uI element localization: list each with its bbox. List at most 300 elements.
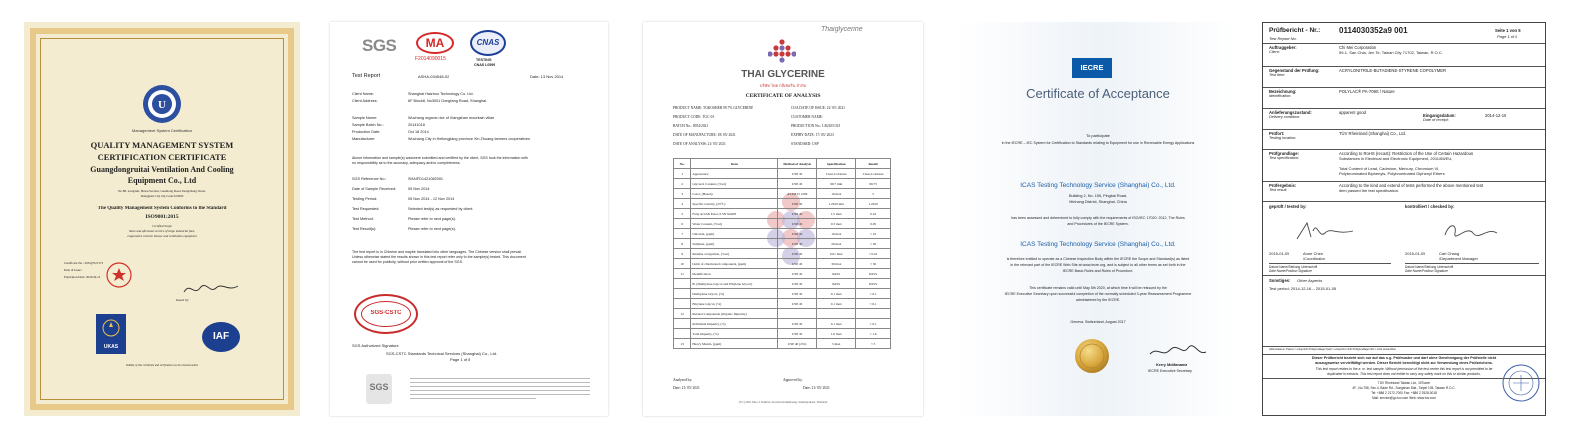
table-cell: USP 43 xyxy=(778,229,817,239)
table-cell: < 10 xyxy=(856,229,891,239)
iaf-logo xyxy=(202,322,240,352)
ukas-label: UKAS xyxy=(103,344,119,350)
report-label-en: Test Report No. xyxy=(1269,36,1297,41)
entitled-line3: IECRE Basic Rules and Rules of Procedure. xyxy=(1062,269,1134,273)
test-period: Test period: 2014-12-16 – 2015-01-05 xyxy=(1269,286,1337,291)
ukas-logo xyxy=(96,314,126,354)
table-cell: Identification xyxy=(691,269,778,279)
sonstiges-label-en: Other Aspects xyxy=(1297,278,1323,283)
disclaimer-de-2: auszugsweise vervielfältigt werden. Dieser Bericht berechtigt nicht zur Verwendung eines Prüfzeichens. xyxy=(1315,361,1493,365)
disclaimer-de-1: Dieser Prüfbericht bezieht sich nur auf das o.g. Prüfmuster und darf ohne Genehmigung der Prüfstelle nicht xyxy=(1311,356,1497,360)
test-value: 05 Nov 2014 xyxy=(408,187,430,191)
table-cell: USP 43 xyxy=(778,329,817,339)
row-divider xyxy=(1263,108,1545,109)
signer-name: Kerry McManama xyxy=(1156,363,1188,367)
tested-by: geprüft / tested by: xyxy=(1269,204,1307,209)
cert-scope-line1: Sales and aftersales service of large industrial fans, xyxy=(128,229,196,233)
stamp-label: SGS-CSTC xyxy=(370,310,402,316)
row-label-en: Test item: xyxy=(1269,73,1286,77)
row-value-1: According to RoHS (recast): Restriction of the Use of Certain Hazardous xyxy=(1339,151,1474,156)
table-row xyxy=(674,239,891,249)
row-label-de: Bezeichnung: xyxy=(1269,89,1297,94)
table-header-cell: Item xyxy=(691,159,778,169)
table-header-cell: Method of Analysis xyxy=(778,159,817,169)
table-cell: 30 max xyxy=(817,259,856,269)
info-right: EXPIRY DATE: 17/ 05/ 2023 xyxy=(791,133,834,137)
disclaimer-en-1: This test report relates to the a. m. test sample. Without permission of the test center this test report is not permitted to be xyxy=(1315,367,1493,371)
table-cell: < 0.01 xyxy=(856,249,891,259)
table-cell: PASS xyxy=(856,279,891,289)
sonstiges-label: Sonstiges: xyxy=(1269,278,1291,283)
table-cell: USP 43 xyxy=(778,279,817,289)
table-cell: 10 max xyxy=(817,189,856,199)
table-cell: Diethylene Glycol, (%) xyxy=(691,289,778,299)
test-key: Test Result(s): xyxy=(352,227,377,231)
table-cell xyxy=(674,289,691,299)
sig2-date: 2015-01-05 xyxy=(1405,251,1426,256)
table-row xyxy=(674,279,891,289)
table-row xyxy=(674,179,891,189)
test-value: Please refer to next page(s). xyxy=(408,227,456,231)
row-label-en: Delivery condition: xyxy=(1269,115,1301,119)
table-cell: Water Content, (%wt) xyxy=(691,219,778,229)
sig-labels-1: Datum Name/Stellung Unterschrift xyxy=(1269,265,1318,269)
row-divider xyxy=(1263,66,1545,67)
signature-checker xyxy=(1439,219,1503,243)
table-cell: Total Impurity, (%) xyxy=(691,329,778,339)
info-key: Production Date: xyxy=(352,130,381,134)
tuv-stamp-icon xyxy=(1501,363,1541,403)
table-cell: PASS xyxy=(817,269,856,279)
row-value-1: According to the kind and extend of tests performed the above mentioned test xyxy=(1339,183,1484,188)
cert-standard: ISO9001:2015 xyxy=(145,214,179,220)
table-cell: Specific Gravity, (25°C) xyxy=(691,199,778,209)
spec-line3: Total Content of Lead, Cadmium, Mercury, Chromium VI, xyxy=(1339,166,1440,171)
table-cell: Residue on Ignition, (%wt) xyxy=(691,249,778,259)
footer-line3: Tel: +886 2 2172-7000 Fax: +886 2 2528-0018 xyxy=(1371,391,1437,395)
table-cell: 6 xyxy=(674,219,691,229)
table-cell: Glycerol Content, (%wt) xyxy=(691,179,778,189)
table-cell xyxy=(778,309,817,319)
table-cell: 1.2610 min xyxy=(817,199,856,209)
eingang-value: 2014-12-16 xyxy=(1485,113,1507,118)
fine-print xyxy=(410,374,590,404)
table-row xyxy=(674,199,891,209)
brand-sub: บริษัท ไทย กลีเซอรีน จำกัด xyxy=(759,83,807,88)
certificate-of-analysis xyxy=(643,22,923,416)
info-value: Shanghai Haizhou Technology Co. Ltd. xyxy=(408,92,474,96)
table-cell: 4 xyxy=(674,199,691,209)
table-row xyxy=(674,219,891,229)
table-cell: Ethylene Glycol, (%) xyxy=(691,299,778,309)
table-row xyxy=(674,169,891,179)
sig1-name: Anne Chen xyxy=(1303,251,1324,256)
red-stamp xyxy=(354,294,418,334)
table-cell: 0.1 max xyxy=(817,299,856,309)
table-cell: 7 xyxy=(674,229,691,239)
footer-line1: TÜV Rheinland Taiwan Ltd., 1f/Tower xyxy=(1377,381,1431,385)
report-label: Prüfbericht - Nr.: xyxy=(1269,27,1321,34)
table-cell: 0.1 max xyxy=(817,289,856,299)
info-right: PRODUCTION No.: LR2105/318 xyxy=(791,124,841,128)
info-left: DATE OF ANALYSIS: 21/ 05/ 2021 xyxy=(673,142,726,146)
report-title: Test Report xyxy=(352,73,381,79)
table-cell: B. (Diethylene Glycol and Ethylene Glycol) xyxy=(691,279,778,289)
table-cell: Individual Impurity, (%) xyxy=(691,319,778,329)
cert-field-expiry: Expiration Date: 2020.04.16 xyxy=(64,275,101,279)
tuv-test-report xyxy=(1262,22,1546,416)
cert-conforms: The Quality Management System Conforms to the Standard xyxy=(97,206,227,211)
test-key: Date of Sample Received: xyxy=(352,187,397,191)
row-label-de: Anlieferungszustand: xyxy=(1269,110,1312,115)
sig-labels-2-en: Date Name/Position Signature xyxy=(1405,269,1448,273)
info-value: 20141018 xyxy=(408,123,425,127)
org-addr2: Minhang District, Shanghai, China xyxy=(1069,200,1127,204)
row-divider xyxy=(1263,201,1545,202)
test-key: SGS Reference No.: xyxy=(352,177,387,181)
table-cell xyxy=(674,329,691,339)
table-cell: USP 43 xyxy=(778,219,817,229)
table-row xyxy=(674,319,891,329)
handwritten-note: Thaiglycerine xyxy=(821,26,863,33)
info-key: Client Name: xyxy=(352,92,374,96)
table-row xyxy=(674,259,891,269)
table-cell: < 0.1 xyxy=(856,289,891,299)
info-value: Oct 18 2014 xyxy=(408,130,429,134)
valid-line3: administered by the IECRE. xyxy=(1075,298,1121,302)
cnas-label: CNAS xyxy=(476,38,500,47)
cert-address-line2: Dongguan City Zip Code:523000 xyxy=(140,194,184,198)
para2b: Unless otherwise stated the results shown in this test report refer only to the sample(s) tested. This document xyxy=(352,255,526,259)
sig-labels-2: Datum Name/Stellung Unterschrift xyxy=(1405,265,1454,269)
certificate-of-acceptance xyxy=(958,22,1238,416)
table-row xyxy=(674,299,891,309)
table-cell: 1.2610 xyxy=(856,199,891,209)
table-row xyxy=(674,209,891,219)
info-left: PRODUCT CODE: TGC-01 xyxy=(673,115,715,119)
coa-title: CERTIFICATE OF ANALYSIS xyxy=(745,93,821,99)
place-date: Geneva, Switzerland, August 2017 xyxy=(1070,320,1126,324)
svg-text:U: U xyxy=(158,99,166,111)
iaf-label: IAF xyxy=(212,331,230,342)
table-cell: USP 43 xyxy=(778,209,817,219)
row-value-1: POLYLAC® PA-709S / Nature xyxy=(1339,89,1395,94)
assessed-line2: and Procedures of the IECRE System. xyxy=(1067,222,1129,226)
table-cell: Sulphate, (ppm) xyxy=(691,239,778,249)
sig1-date: 2015-01-05 xyxy=(1269,251,1290,256)
table-cell: 10 max xyxy=(817,229,856,239)
cert-header: Management System Certification xyxy=(131,128,193,133)
row-label-de: Auftraggeber: xyxy=(1269,45,1297,50)
table-cell: < 30 xyxy=(856,259,891,269)
table-cell: 2 xyxy=(674,179,691,189)
valid-line1: This certificate remains valid until May 5th 2020, at which time it will be reissued by the xyxy=(1029,286,1167,290)
signer-title: IECRE Executive Secretary xyxy=(1148,369,1192,373)
info-left: DATE OF MANUFACTURE: 18/ 05/ 2021 xyxy=(673,133,736,137)
table-row xyxy=(674,189,891,199)
cert-issued-by: Issued by: xyxy=(176,298,190,302)
sgs-company: SGS-CSTC Standards Technical Services (Shanghai) Co., Ltd. xyxy=(386,351,498,356)
sgs-footer-logo-label: SGS xyxy=(369,382,389,392)
checked-by: kontrolliert / checked by: xyxy=(1405,204,1455,209)
table-cell: 10 xyxy=(674,259,691,269)
org-addr1: Building 2, No. 155, Pingbai Road, xyxy=(1068,194,1128,198)
table-row xyxy=(674,269,891,279)
footer-line4: Mail: service@gc.tuv.com Web: www.tuv.com xyxy=(1372,396,1436,400)
test-value: Please refer to next page(s). xyxy=(408,217,456,221)
analyzed-by: Analyzed by: xyxy=(673,378,693,382)
table-row xyxy=(674,339,891,349)
table-cell: USP 43 xyxy=(778,259,817,269)
analyzed-date: Date: 21/ 05/ 2021 xyxy=(673,386,700,390)
page-of: Page 1 of 5 xyxy=(1497,34,1518,39)
cert-title-line1: QUALITY MANAGEMENT SYSTEM xyxy=(90,140,234,150)
table-cell: 1.5 max xyxy=(817,209,856,219)
row-value-2: Substances in Electrical and Electronic Equipment, 2011/65/EU; xyxy=(1339,156,1453,161)
analysis-table xyxy=(673,158,891,349)
test-key: Testing Period: xyxy=(352,197,378,201)
table-cell: Heavy Metals, (ppm) xyxy=(691,339,778,349)
approved-date: Date: 21/ 05/ 2021 xyxy=(803,386,830,390)
table-cell: < 20 xyxy=(856,239,891,249)
signature-mark xyxy=(182,280,242,298)
table-cell: Appearance xyxy=(691,169,778,179)
test-key: Test Requested: xyxy=(352,207,380,211)
org-name-2: ICAS Testing Technology Service (Shanghai) Co., Ltd. xyxy=(1020,241,1176,248)
info-left: BATCH No.: 0054/2021 xyxy=(673,124,709,128)
table-cell: Limit of chlorinated compounds, (ppm) xyxy=(691,259,778,269)
row-label-de: Prüfergebnis: xyxy=(1269,183,1297,188)
cert-field-issue: Date of Issue: xyxy=(64,268,82,272)
table-cell: USP 43 xyxy=(778,299,817,309)
test-value: SHAIFD1421082001 xyxy=(408,177,444,181)
table-cell: USP 43 xyxy=(778,199,817,209)
acceptance-title: Certificate of Acceptance xyxy=(1026,86,1170,101)
table-cell: 8 xyxy=(674,239,691,249)
row-value-2: item passed the test specification. xyxy=(1339,188,1400,193)
info-key: Manufacturer: xyxy=(352,137,376,141)
test-value: Selected test(s) as requested by client. xyxy=(408,207,474,211)
table-cell: 0.19 xyxy=(856,209,891,219)
eingang-label: Eingangsdatum: xyxy=(1423,113,1456,118)
row-label-en: Test result: xyxy=(1269,188,1288,192)
table-cell: 5 xyxy=(856,189,891,199)
table-cell: 0.1 max xyxy=(817,319,856,329)
participate: To participate xyxy=(1086,133,1110,138)
sgs-logo: SGS xyxy=(362,36,397,55)
row-value-2: 59-1, San Chia, Jen Te, Tainan City 71702, Taiwan, R.O.C. xyxy=(1339,50,1443,55)
entitled-line1: is therefore entitled to operate as a Chinese Inspection Body within the IECRE the Scope and Standard(s) as listed xyxy=(1006,257,1190,261)
cnas-logo xyxy=(470,30,506,56)
table-header-row xyxy=(674,159,891,169)
table-cell: 1.0 max xyxy=(817,329,856,339)
table-cell: USP 43 xyxy=(778,169,817,179)
row-label-en: Client: xyxy=(1269,50,1280,54)
table-cell: Related Compounds (Organic Impurity) xyxy=(691,309,778,319)
report-number: 0114030352a9 001 xyxy=(1339,26,1408,35)
row-label-de: Prüfgrundlage: xyxy=(1269,151,1300,156)
sig2-name: Carl Chang xyxy=(1439,251,1460,256)
row-value-1: ACRYLONITRILE-BUTADIENE-STYRENE COPOLYMER xyxy=(1339,68,1447,73)
table-cell: 99.7 min xyxy=(817,179,856,189)
cert-address-line1: No.88, Longxun, Huwu Section, Guanlong Road, Dongcheng Street, xyxy=(118,189,206,193)
cert-scope-head: Certified Scope xyxy=(152,224,172,228)
para2: The test report is in Chinese and maybe translated into other languages. The Chinese version shall prevail. xyxy=(352,250,522,254)
table-header-cell: No. xyxy=(674,159,691,169)
spec-line4: Polybrominated Biphenyls, Polybrominated Diphenyl Ethers xyxy=(1339,171,1445,176)
table-cell: 9 xyxy=(674,249,691,259)
disclaimer-en-2: duplicated in extracts. This test report does not entitle to carry any safety mark on this or similar products. xyxy=(1327,372,1481,376)
eingang-label-en: Date of receipt: xyxy=(1423,118,1449,122)
cert-field-number: Certificate No.: 20SQ7021373 xyxy=(64,261,104,265)
sig1-role: /Coordinator xyxy=(1303,256,1326,261)
table-cell: USP 40 (231) xyxy=(778,339,817,349)
approved-by: Approved by: xyxy=(783,378,803,382)
cnas-sub1: TESTING xyxy=(476,58,492,62)
row-label-en: Identification: xyxy=(1269,94,1292,98)
coa-footer: (TC) 2021 Moo 2 Tumbon, Kaoben Kamphaeng, Samutprakarn, Thailand xyxy=(738,400,828,404)
brand-name: THAI GLYCERINE xyxy=(741,69,825,80)
footer-line2: 4F., No.758, Sec.4, Bade Rd., Songshan Dist., Taipei 105, Taiwan R.O.C. xyxy=(1352,386,1456,390)
table-cell: ASTM D 1209 xyxy=(778,189,817,199)
table-cell: 1 xyxy=(674,169,691,179)
table-cell: 11 xyxy=(674,269,691,279)
row-divider xyxy=(1263,87,1545,88)
table-cell xyxy=(674,279,691,289)
row-divider xyxy=(1263,181,1545,182)
table-cell: Chloride, (ppm) xyxy=(691,229,778,239)
table-cell: 13 xyxy=(674,339,691,349)
sgs-test-report xyxy=(330,22,608,416)
table-cell: PASS xyxy=(856,269,891,279)
table-cell xyxy=(856,309,891,319)
para2c: cannot be used for publicity, without prior written approval of the SGS. xyxy=(352,260,463,264)
table-header-cell: Specification xyxy=(817,159,856,169)
table-row xyxy=(674,249,891,259)
cert-company-line2: Equipment Co., Ltd xyxy=(127,176,197,185)
ma-code: F2014090015 xyxy=(415,56,446,62)
table-cell: Color, (Hazen) xyxy=(691,189,778,199)
scheme: in the IECRE – IEC System for Certification to Standards relating to Equipment for use in Renewable Energy Applications xyxy=(1001,141,1195,145)
table-cell: 0.3 max xyxy=(817,219,856,229)
table-cell: USP 43 xyxy=(778,319,817,329)
info-key: Sample Name: xyxy=(352,116,378,120)
iso-certificate xyxy=(24,22,300,416)
thai-glycerine-logo-icon xyxy=(768,39,796,65)
row-value-1: apparent good xyxy=(1339,110,1367,115)
info-right: STANDARD: USP xyxy=(791,142,819,146)
assessed-line1: has been assessed and determined to fully comply with the requirements of ISO/IEC 17020: 2012, The Rules xyxy=(1011,216,1185,220)
cert-company-line1: Guangdongruitai Ventilation And Cooling xyxy=(90,165,234,174)
table-cell: USP 43 xyxy=(778,269,817,279)
table-cell: Clear,Colorless xyxy=(817,169,856,179)
row-value-1: Chi Mei Corporation xyxy=(1339,45,1377,50)
info-value: Wuchang organic rice of Xiangshan mountain villae xyxy=(408,116,495,120)
row-divider xyxy=(1263,149,1545,150)
cert-footer: Validity of this certificate and verification can be checked online xyxy=(125,364,199,367)
table-cell: < 0.1 xyxy=(856,299,891,309)
iecre-logo xyxy=(1072,58,1112,78)
table-cell: 5 xyxy=(674,209,691,219)
table-row xyxy=(674,329,891,339)
row-label-en: Test specification: xyxy=(1269,156,1300,160)
table-cell: 0.05 xyxy=(856,219,891,229)
valid-line2: IECRE Executive Secretary upon successful completion of the normally scheduled 3-year Reassessment Programme xyxy=(1004,292,1192,296)
table-cell: Fatty Acid & Ester, 0.5N NaOH xyxy=(691,209,778,219)
table-cell xyxy=(674,299,691,309)
signature-mark-2 xyxy=(1148,344,1208,360)
row-label-de: Prüfort: xyxy=(1269,131,1285,136)
abbreviations: Abbreviations: P(ass) = entspricht Prüfgrundlage F(ail) = entspricht nicht Prüfgrundlage N/A = nicht anwendbar xyxy=(1269,348,1396,351)
info-right: COA DATE OF ISSUE: 21/ 05/ 2021 xyxy=(791,106,845,110)
sgs-page: Page 1 of 8 xyxy=(450,357,471,362)
table-cell: 5 max xyxy=(817,339,856,349)
table-cell xyxy=(817,309,856,319)
para1: Above information and sample(s) was/were submitted and certified by the client, SGS took the information with xyxy=(352,156,528,160)
table-cell: PASS xyxy=(817,279,856,289)
info-key: Client Address: xyxy=(352,99,378,103)
cert-title-line2: CERTIFICATION CERTIFICATE xyxy=(97,152,227,162)
table-cell: 20 max xyxy=(817,239,856,249)
info-left: PRODUCT NAME: TGKOSHER 99.7% GLYCERINE xyxy=(673,106,754,110)
table-cell: < 0.1 xyxy=(856,319,891,329)
iecre-label: IECRE xyxy=(1080,63,1104,72)
authorized-signature: SGS Authorized Signature xyxy=(352,343,399,348)
ma-logo xyxy=(416,32,454,54)
table-cell: 0.01 max xyxy=(817,249,856,259)
test-key: Test Method: xyxy=(352,217,374,221)
report-date: Date: 13 Nov 2014 xyxy=(530,74,564,79)
table-header-cell: Result xyxy=(856,159,891,169)
info-value: Wuchang City in Heilongjiang province Xin Zhuang farmers cooperatives xyxy=(408,137,530,141)
signature-tester xyxy=(1293,219,1357,243)
table-cell xyxy=(674,319,691,329)
red-seal-stamp xyxy=(106,262,132,288)
table-cell: USP 43 xyxy=(778,239,817,249)
table-row xyxy=(674,309,891,319)
seite: Seite 1 von 5 xyxy=(1495,28,1521,33)
sig2-role: /Department Manager xyxy=(1439,256,1478,261)
table-cell: Clear,Colorless xyxy=(856,169,891,179)
sgs-footer-logo xyxy=(366,374,392,404)
info-right: CUSTOMER NAME: xyxy=(791,115,823,119)
cnas-sub2: CNAS L0599 xyxy=(474,63,496,67)
table-cell: 3 xyxy=(674,189,691,199)
gold-seal-icon xyxy=(1074,338,1110,374)
cert-scope-line2: evaporative cold air blower and ventilation equipment xyxy=(127,234,197,238)
row-value-1: TÜV Rheinland (Shanghai) Co., Ltd. xyxy=(1339,131,1407,136)
table-row xyxy=(674,229,891,239)
table-cell: USP 43 xyxy=(778,289,817,299)
sig-labels-1-en: Date Name/Position Signature xyxy=(1269,269,1312,273)
table-cell: USP 43 xyxy=(778,249,817,259)
table-cell: USP 43 xyxy=(778,179,817,189)
test-value: 05 Nov 2014 - 12 Nov 2014 xyxy=(408,197,455,201)
table-cell: 12 xyxy=(674,309,691,319)
row-label-de: Gegenstand der Prüfung: xyxy=(1269,68,1320,73)
row-divider xyxy=(1263,129,1545,130)
report-number: ASHA-034548-02 xyxy=(418,74,450,79)
info-key: Sample Batch No.: xyxy=(352,123,384,127)
para1b: no responsibility as to the accuracy, adequacy and/or completeness. xyxy=(352,161,461,165)
table-cell: < 5 xyxy=(856,339,891,349)
row-label-en: Testing location: xyxy=(1269,136,1297,140)
ma-label: MA xyxy=(425,36,445,50)
info-value: 6F Block8, No3001 Dongfang Road, Shanghai. xyxy=(408,99,488,103)
org-name: ICAS Testing Technology Service (Shanghai) Co., Ltd. xyxy=(1020,182,1176,189)
table-cell: < 1.0 xyxy=(856,329,891,339)
table-cell: 99.75 xyxy=(856,179,891,189)
